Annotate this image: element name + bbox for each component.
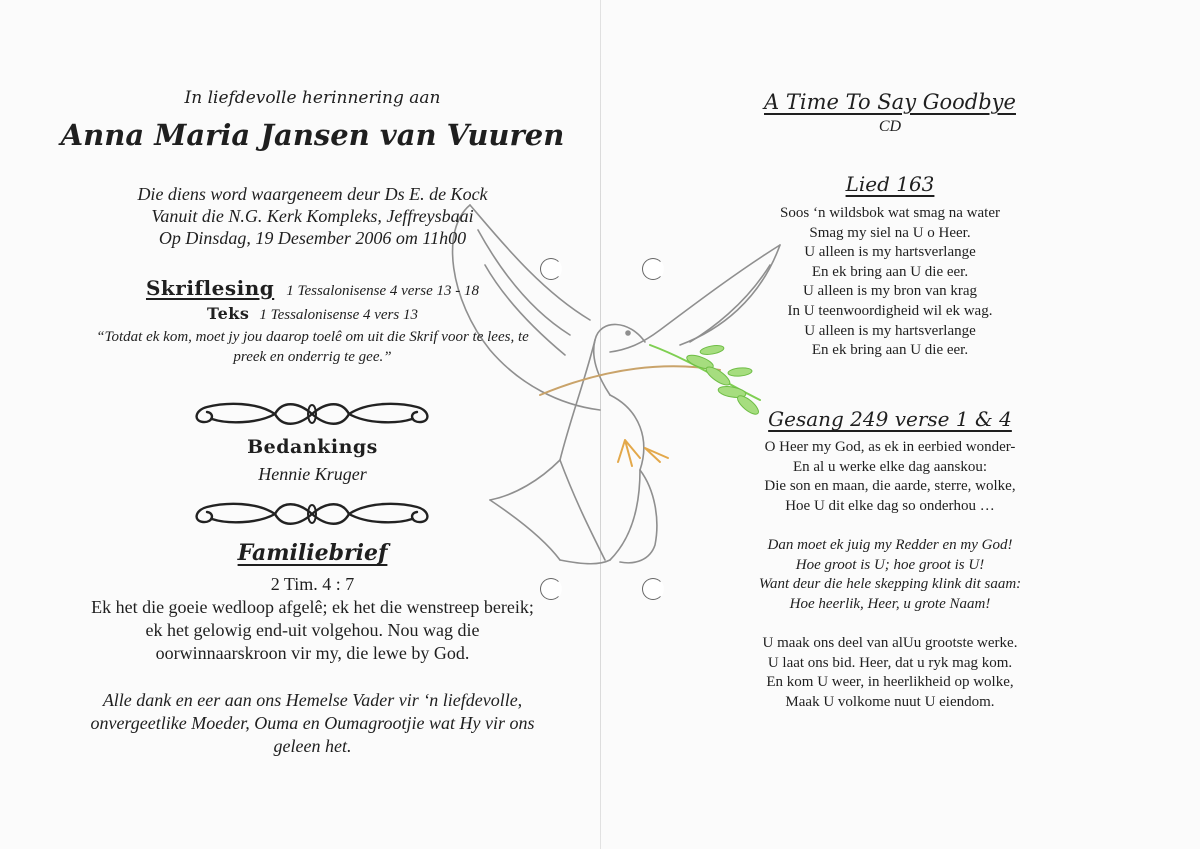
gesang-verse-1 [690, 438, 1090, 516]
thanks-text [50, 689, 575, 758]
bedankings-name: Hennie Kruger [258, 464, 367, 484]
skriflesing-row [60, 276, 565, 300]
service-line: Die diens word waargeneem deur Ds E. de Kock [137, 184, 488, 204]
gesang-line: Hoe U dit elke dag so onderhou … [785, 497, 995, 514]
lied-line: U alleen is my bron van krag [802, 283, 978, 300]
gesang-line: Want deur die hele skepping klink dit saam: [758, 576, 1022, 593]
lied-line: U alleen is my hartsverlange [804, 244, 976, 261]
gesang-line: U maak ons deel van alUu grootste werke. [762, 635, 1018, 651]
gesang-line: Dan moet ek juig my Redder en my God! [767, 537, 1013, 553]
familiebrief-line: oorwinnaarskroon vir my, die lewe by God. [155, 643, 470, 663]
gesang-title: Gesang 249 verse 1 & 4 [768, 407, 1012, 431]
teks-ref: 1 Tessalonisense 4 vers 13 [259, 307, 418, 323]
gesang-line: Hoe groot is U; hoe groot is U! [795, 556, 985, 573]
service-line: Op Dinsdag, 19 Desember 2006 om 11h00 [158, 228, 467, 248]
lied-line: En ek bring aan U die eer. [811, 342, 969, 359]
in-memory-line: In liefdevolle herinnering aan [184, 88, 441, 108]
thanks-line: geleen het. [273, 736, 352, 756]
scroll-ornament-icon [187, 397, 437, 431]
lied-line: U alleen is my hartsverlange [804, 322, 976, 339]
lied-line: Smag my siel na U o Heer. [809, 224, 971, 241]
thanks-line: onvergeetlike Moeder, Ouma en Oumagrootjie wat Hy vir ons [90, 713, 535, 733]
thanks-line: Alle dank en eer aan ons Hemelse Vader vir ‘n liefdevolle, [102, 690, 523, 710]
gesang-line: Maak U volkome nuut U eiendom. [785, 693, 995, 710]
familiebrief-ref: 2 Tim. 4 : 7 [270, 574, 355, 594]
teks-row [60, 304, 565, 324]
gesang-line: Die son en maan, die aarde, sterre, wolke, [764, 478, 1016, 495]
skriflesing-ref: 1 Tessalonisense 4 verse 13 - 18 [286, 283, 480, 299]
scroll-ornament-icon [187, 497, 437, 531]
punch-hole [642, 578, 664, 600]
familiebrief-line: ek het gelowig end-uit volgehou. Nou wag die [145, 620, 480, 640]
gesang-line: O Heer my God, as ek in eerbied wonder- [764, 439, 1016, 455]
lied-line: In U teenwoordigheid wil ek wag. [787, 302, 993, 319]
deceased-name: Anna Maria Jansen van Vuuren [60, 118, 565, 152]
service-line: Vanuit die N.G. Kerk Kompleks, Jeffreysbaai [151, 206, 474, 226]
lied-title: Lied 163 [845, 172, 935, 196]
familiebrief-line: Ek het die goeie wedloop afgelê; ek het die wenstreep bereik; [91, 597, 534, 617]
gesang-line: U laat ons bid. Heer, dat u ryk mag kom. [767, 654, 1013, 671]
gesang-line: En al u werke elke dag aanskou: [792, 458, 988, 475]
song-subtitle: CD [878, 118, 902, 135]
skriflesing-label: Skriflesing [145, 276, 275, 300]
quote-line: preek en onderrig te gee.” [233, 349, 392, 365]
gesang-verse-4 [690, 634, 1090, 712]
bedankings-label: Bedankings [247, 436, 378, 458]
punch-hole [642, 258, 664, 280]
gesang-line: Hoe heerlik, Heer, u grote Naam! [789, 595, 991, 612]
lied-line: En ek bring aan U die eer. [811, 263, 969, 280]
quote-line: “Totdat ek kom, moet jy jou daarop toelê om uit die Skrif voor te lees, te [96, 329, 529, 345]
lied-line: Soos ‘n wildsbok wat smag na water [780, 205, 1000, 221]
teks-label: Teks [207, 304, 250, 323]
gesang-chorus [690, 536, 1090, 614]
song-title: A Time To Say Goodbye [764, 90, 1016, 114]
scripture-quote [50, 327, 575, 367]
service-details [60, 183, 565, 249]
lied-lines [700, 204, 1080, 361]
familiebrief-text [50, 596, 575, 665]
familiebrief-label: Familiebrief [237, 540, 388, 566]
gesang-line: En kom U weer, in heerlikheid op wolke, [766, 674, 1014, 691]
